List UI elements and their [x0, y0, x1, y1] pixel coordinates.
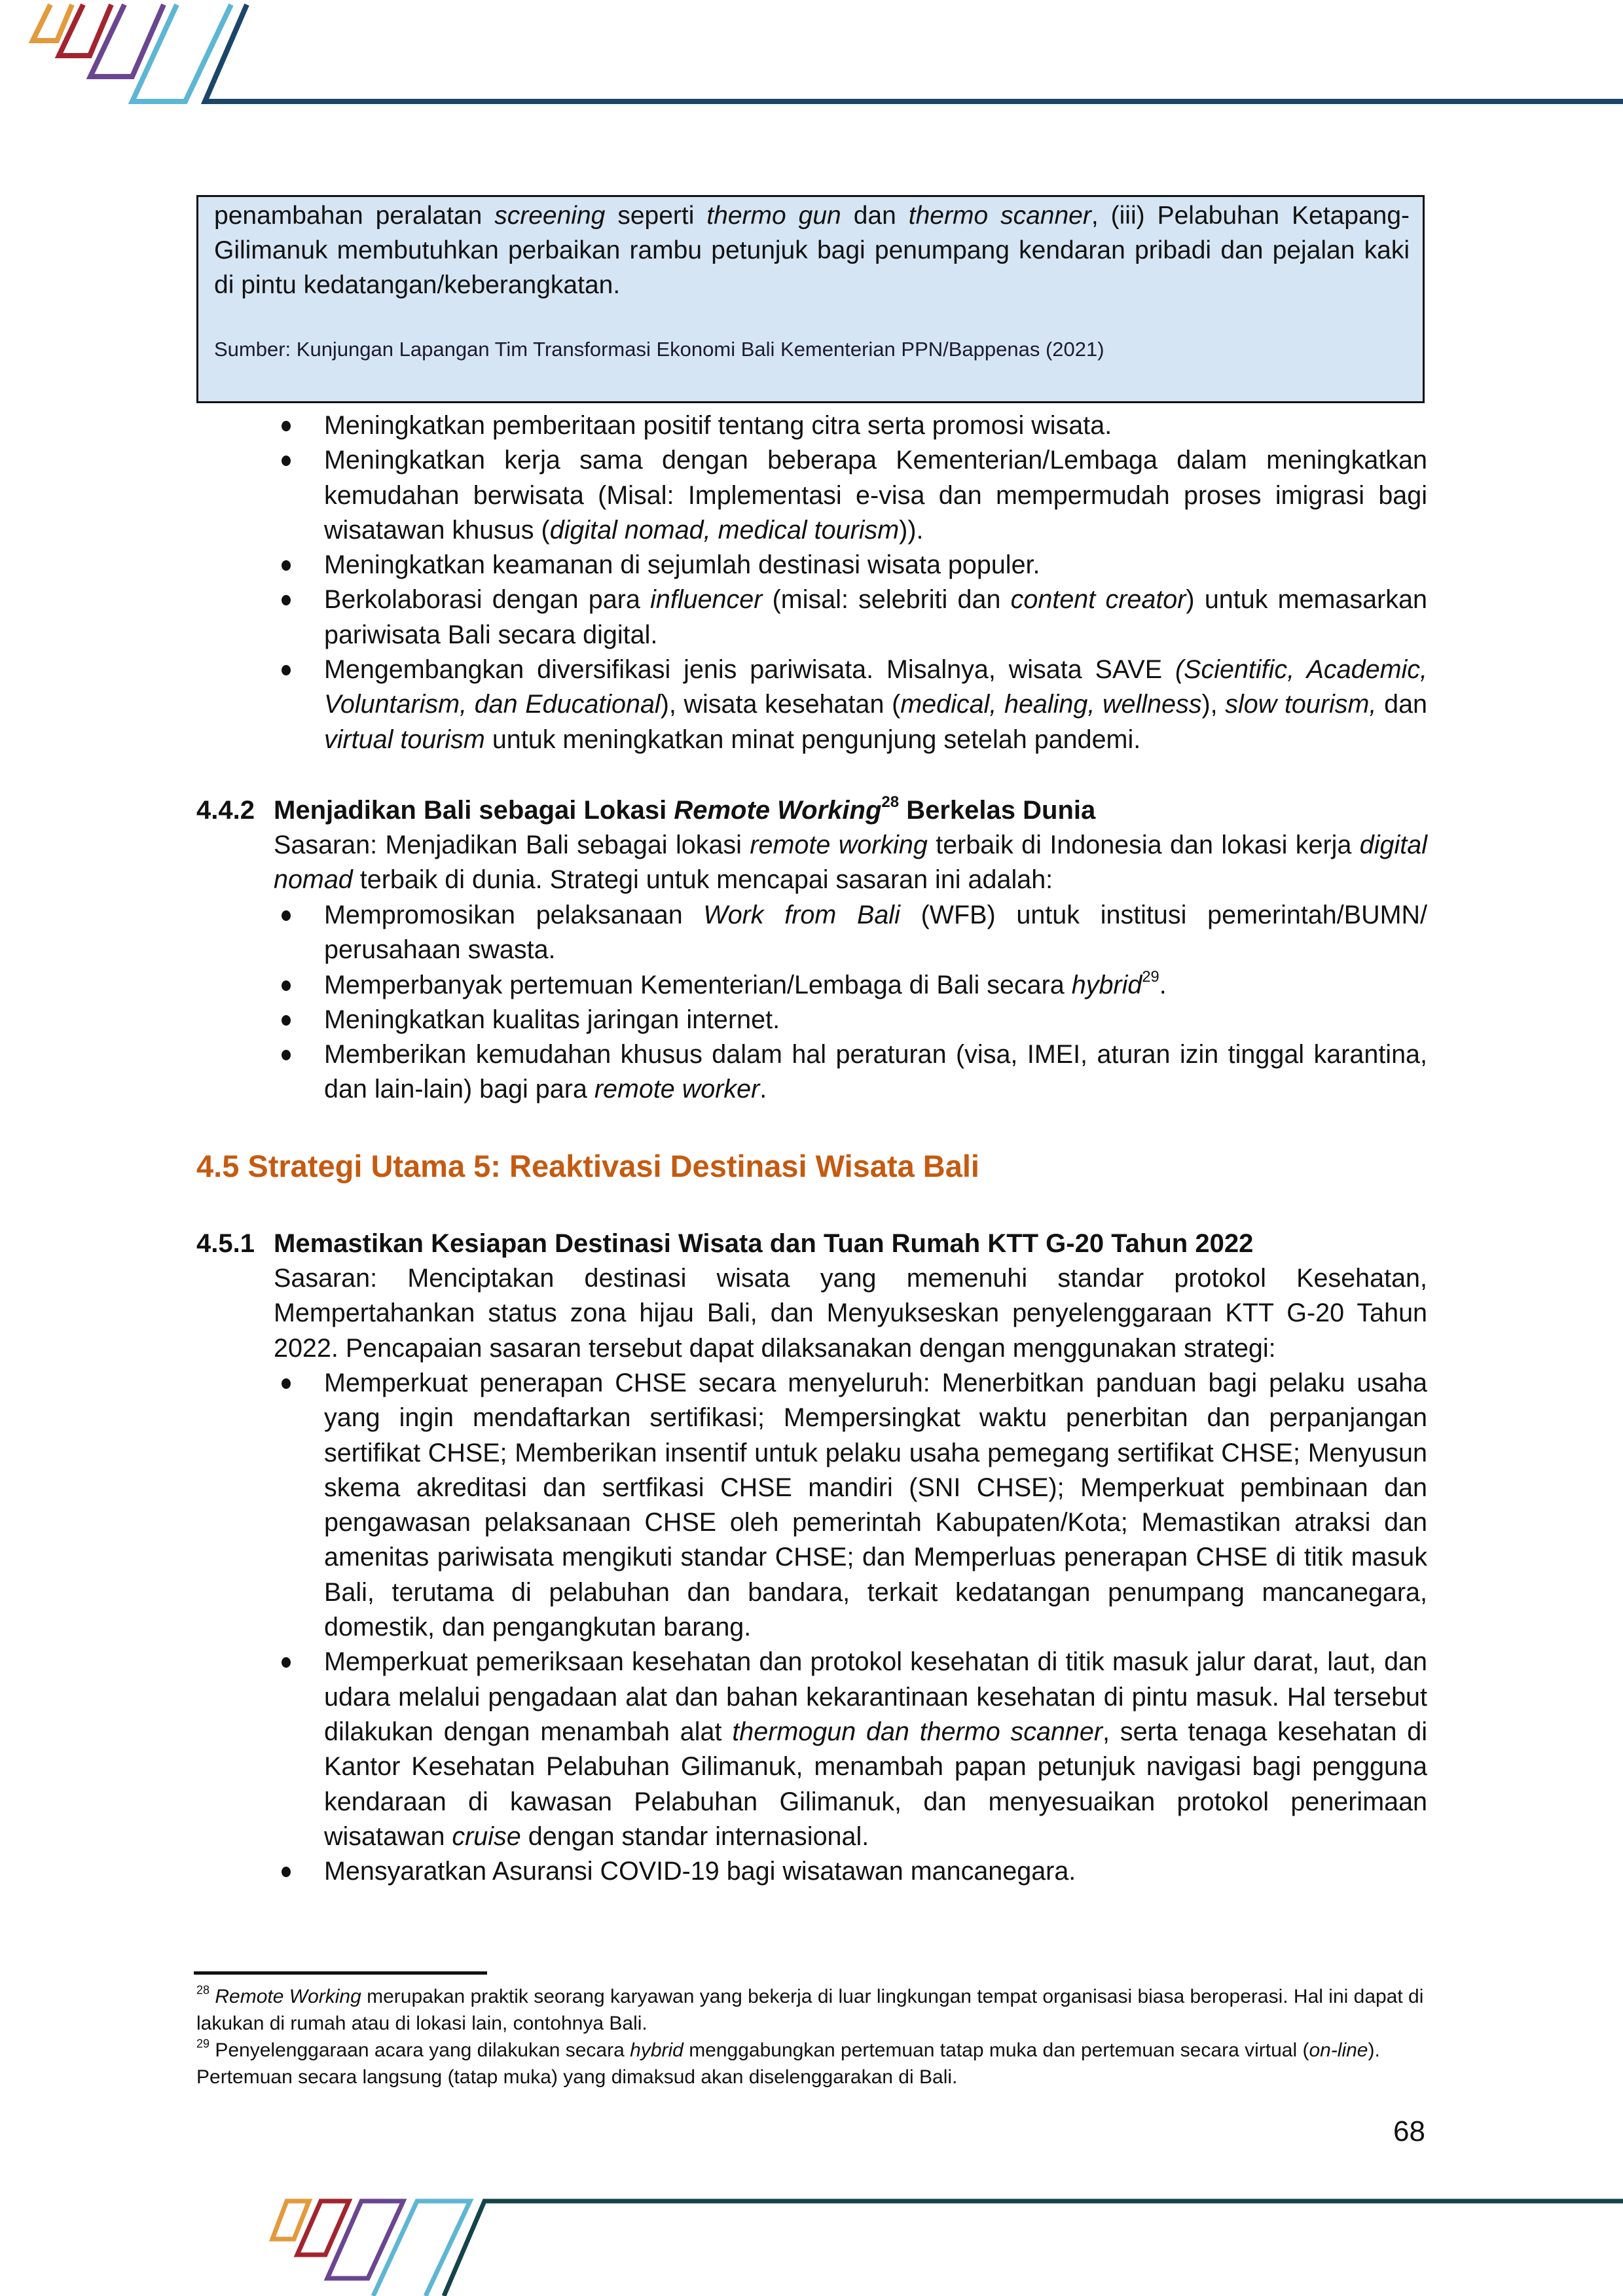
italic-term: content creator [1010, 585, 1186, 615]
italic-term: thermogun dan thermo scanner [732, 1717, 1103, 1746]
text-run: Memberikan kemudahan khusus dalam hal peraturan (visa, IMEI, aturan izin tinggal karantina, dan lain-lain) bagi para [324, 1040, 1427, 1104]
purple-parallelogram-icon [327, 2201, 403, 2278]
section-heading-4-5: 4.5 Strategi Utama 5: Reaktivasi Destinasi Wisata Bali [196, 1149, 979, 1183]
bullet-item [282, 1854, 1427, 1889]
italic-term: screening [494, 202, 606, 230]
text-run: Meningkatkan kerja sama dengan beberapa Kementerian/Lembaga dalam meningkatkan kemudahan berwisata (Misal: Implementasi e-visa dan mempermudah proses imigrasi bagi wisatawan khusus ( [324, 446, 1427, 545]
text-run: dan [841, 202, 909, 230]
text-run: ), [1201, 690, 1226, 719]
footnote-28 [196, 1983, 1427, 2037]
section-heading-4-5-1 [196, 1227, 1253, 1261]
bullet-dot-icon [282, 1867, 291, 1877]
callout-source: Sumber: Kunjungan Lapangan Tim Transformasi Ekonomi Bali Kementerian PPN/Bappenas (2021) [214, 338, 1104, 361]
section-title: Memastikan Kesiapan Destinasi Wisata dan Tuan Rumah KTT G-20 Tahun 2022 [274, 1229, 1254, 1258]
cyan-stroke-icon [132, 5, 231, 101]
bullet-item [282, 443, 1427, 548]
bullet-dot-icon [282, 560, 291, 571]
bullet-item [282, 1037, 1427, 1107]
text-run: Penyelenggaraan acara yang dilakukan secara [210, 2039, 630, 2061]
red-parallelogram-icon [297, 2201, 349, 2255]
bullet-dot-icon [282, 1015, 291, 1026]
section-heading-4-4-2 [196, 793, 1095, 828]
red-stroke-icon [59, 5, 111, 56]
section-title [274, 793, 1096, 825]
text-run: Mensyaratkan Asuransi COVID-19 bagi wisatawan mancanegara. [324, 1857, 1076, 1886]
bullet-dot-icon [282, 665, 291, 675]
footnote-ref: 29 [196, 2037, 210, 2051]
bullet-item [282, 583, 1427, 653]
bullet-text [324, 411, 1112, 440]
orange-stroke-icon [33, 5, 72, 41]
callout-body [214, 198, 1410, 302]
footnote-29 [196, 2037, 1427, 2090]
italic-term: medical, healing, wellness [900, 690, 1202, 719]
italic-term: (Scientific, Academic, Voluntarism, dan Educational [324, 655, 1427, 719]
bullet-text [324, 968, 1167, 999]
text-run: )). [899, 515, 924, 545]
text-run: Meningkatkan kualitas jaringan internet. [324, 1005, 780, 1034]
italic-term: digital nomad [274, 831, 1427, 895]
text-run: seperti [605, 202, 707, 230]
bullet-text [324, 1369, 1427, 1641]
bullet-item [282, 408, 1427, 443]
footnote-ref: 28 [881, 793, 900, 811]
navy-rule-icon [205, 5, 1623, 101]
orange-parallelogram-icon [272, 2201, 309, 2239]
italic-term: thermo gun [706, 202, 841, 230]
bullet-dot-icon [282, 1378, 291, 1389]
bullet-text [324, 1647, 1427, 1850]
bullet-item [282, 548, 1427, 583]
text-run: Memperkuat penerapan CHSE secara menyeluruh: Menerbitkan panduan bagi pelaku usaha yang ingin mendaftarkan sertifikasi; Mempersingkat waktu penerbitan dan perpanjangan sertifikat CHSE; Memberikan insentif untuk pelaku usaha pemegang sertifikat CHSE; Menyusun skema akreditasi dan sertfikasi CHSE mandiri (SNI CHSE); Memperkuat pembinaan dan pengawasan pelaksanaan CHSE oleh pemerintah Kabupaten/Kota; Memastikan atraksi dan amenitas pariwisata mengikuti standar CHSE; dan Memperluas penerapan CHSE di titik masuk Bali, terutama di pelabuhan dan bandara, terkait kedatangan penumpang mancanegara, domestik, dan pengangkutan barang. [324, 1369, 1427, 1642]
footnote-ref: 29 [1142, 968, 1159, 986]
text-run: Memperbanyak pertemuan Kementerian/Lembaga di Bali secara [324, 970, 1072, 999]
text-run: . [759, 1075, 767, 1104]
text-run: , serta tenaga kesehatan di Kantor Kesehatan Pelabuhan Gilimanuk, menambah papan petunjuk navigasi bagi pengguna kendaraan di kawasan Pelabuhan Gilimanuk, dan menyesuaikan protokol penerimaan wisatawan [324, 1717, 1427, 1851]
bullet-text [324, 1040, 1427, 1103]
section-number: 4.5.1 [196, 1229, 255, 1258]
footnote-ref: 28 [196, 1983, 210, 1997]
bullet-item [282, 1645, 1427, 1854]
italic-term: thermo scanner [908, 202, 1091, 230]
text-run: dan [1376, 690, 1428, 719]
section-4-5-1-intro: Sasaran: Menciptakan destinasi wisata yang memenuhi standar protokol Kesehatan, Mempertahankan status zona hijau Bali, dan Menyukseskan penyelenggaraan KTT G-20 Tahun 2022. Pencapaian sasaran tersebut dapat dilaksanakan dengan menggunakan strategi: [274, 1264, 1427, 1363]
bullet-text [324, 901, 1427, 964]
strategy-bullet-list-451 [282, 1366, 1427, 1889]
italic-term: virtual tourism [324, 725, 485, 754]
text-run: . [1159, 970, 1167, 999]
bullet-text [324, 1005, 780, 1034]
italic-term: remote working [750, 831, 928, 859]
text-run: Meningkatkan pemberitaan positif tentang citra serta promosi wisata. [324, 411, 1112, 440]
italic-term: Remote Working [215, 1986, 361, 2007]
text-run: , (iii) Pelabuhan Ketapang-Gilimanuk membutuhkan perbaikan rambu petunjuk bagi penumpang kendaran pribadi dan pejalan kaki di pintu kedatangan/keberangkatan. [214, 202, 1410, 299]
text-run: untuk meningkatkan minat pengunjung setelah pandemi. [484, 725, 1141, 754]
bullet-text [324, 585, 1427, 649]
bullet-item [282, 1366, 1427, 1645]
italic-term: Work from Bali [703, 901, 900, 929]
text-run: Sasaran: Menjadikan Bali sebagai lokasi [274, 831, 750, 859]
bullet-dot-icon [282, 421, 291, 431]
text-run: Mengembangkan diversifikasi jenis pariwisata. Misalnya, wisata SAVE [324, 655, 1175, 685]
italic-term: hybrid [630, 2039, 684, 2061]
section-number: 4.4.2 [196, 796, 255, 825]
footnotes [196, 1983, 1427, 2090]
text-run: (WFB) untuk institusi pemerintah/BUMN/ perusahaan swasta. [324, 901, 1427, 965]
text-run: Mempromosikan pelaksanaan [324, 901, 704, 929]
text-run: Menjadikan Bali sebagai Lokasi [274, 796, 674, 825]
text-run: terbaik di Indonesia dan lokasi kerja [927, 831, 1360, 859]
text-run: Berkelas Dunia [899, 796, 1096, 825]
bullet-dot-icon [282, 1050, 291, 1060]
text-run: merupakan praktik seorang karyawan yang bekerja di luar lingkungan tempat organisasi biasa beroperasi. Hal ini dapat di lakukan di rumah atau di lokasi lain, contohnya Bali. [196, 1986, 1424, 2034]
text-run: menggabungkan pertemuan tatap muka dan pertemuan secara virtual ( [683, 2039, 1309, 2061]
italic-term: cruise [452, 1821, 521, 1851]
strategy-bullet-list-442 [282, 898, 1427, 1107]
italic-term: Remote Working [674, 796, 882, 825]
italic-term: influencer [650, 585, 763, 615]
text-run: Berkolaborasi dengan para [324, 585, 651, 615]
text-run: dengan standar internasional. [520, 1821, 869, 1851]
bullet-text [324, 1857, 1076, 1886]
header-decoration [0, 0, 1623, 111]
text-run: ), wisata kesehatan ( [660, 690, 901, 719]
italic-term: hybrid [1071, 970, 1142, 999]
italic-term: digital nomad, medical tourism [549, 515, 900, 545]
bullet-item [282, 653, 1427, 757]
footnote-separator [194, 1971, 487, 1975]
text-run: Memperkuat pemeriksaan kesehatan dan protokol kesehatan di titik masuk jalur darat, laut, dan udara melalui pengadaan alat dan bahan kekarantinaan kesehatan di pintu masuk. Hal tersebut dilakukan dengan menambah alat [324, 1647, 1427, 1746]
text-run: terbaik di dunia. Strategi untuk mencapai sasaran ini adalah: [352, 865, 1053, 895]
purple-stroke-icon [90, 5, 164, 77]
italic-term: on-line [1309, 2039, 1368, 2061]
bullet-item [282, 898, 1427, 968]
cyan-stroke-icon [373, 2201, 470, 2296]
bullet-dot-icon [282, 1657, 291, 1668]
text-run: ) untuk memasarkan pariwisata Bali secara digital. [324, 585, 1427, 649]
bullet-dot-icon [282, 456, 291, 466]
text-run: Meningkatkan keamanan di sejumlah destinasi wisata populer. [324, 550, 1040, 580]
bullet-dot-icon [282, 910, 291, 921]
bullet-text [324, 550, 1040, 579]
bullet-text [324, 446, 1427, 545]
callout-box [196, 195, 1425, 403]
text-run: (misal: selebriti dan [762, 585, 1011, 615]
bullet-text [324, 655, 1427, 754]
bullet-dot-icon [282, 980, 291, 991]
italic-term: remote worker [594, 1075, 760, 1104]
page-number: 68 [1393, 2115, 1425, 2147]
text-run: penambahan peralatan [214, 202, 495, 230]
italic-term: slow tourism, [1225, 690, 1377, 719]
footer-decoration [0, 2186, 1623, 2296]
navy-rule-icon [444, 2201, 1623, 2296]
bullet-dot-icon [282, 595, 291, 605]
text-run: ). Pertemuan secara langsung (tatap muka) yang dimaksud akan diselenggarakan di Bali. [196, 2039, 1380, 2088]
strategy-bullet-list-1 [282, 408, 1427, 757]
section-4-4-2-intro [274, 828, 1427, 898]
bullet-item [282, 1003, 1427, 1037]
bullet-item [282, 968, 1427, 1003]
